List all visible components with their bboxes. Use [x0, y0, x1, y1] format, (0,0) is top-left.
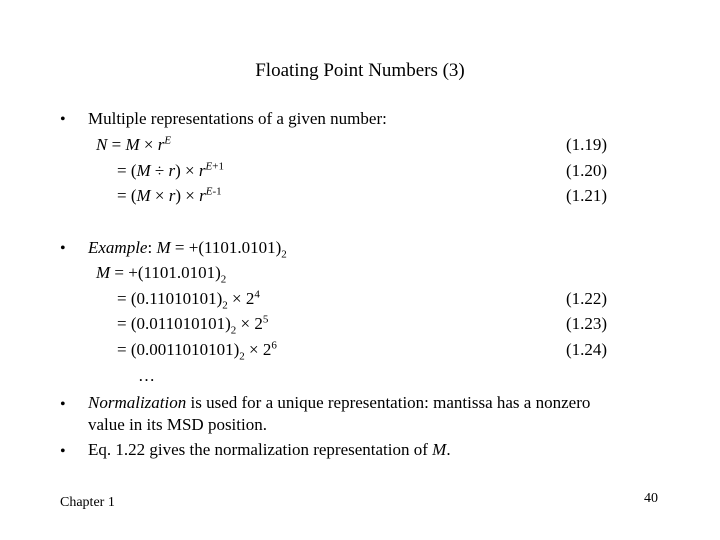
equation-1-23: = $(0.011010101)_2 \times 2^5$ — [117, 313, 269, 337]
equation-number: (1.20) — [566, 161, 608, 180]
bullet-icon: • — [60, 111, 66, 128]
bullet-4-variable: M — [432, 440, 447, 459]
bullet-3-text — [88, 393, 590, 413]
example-label: Example — [88, 238, 148, 257]
equation-number: (1.22) — [566, 289, 608, 308]
bullet-4-suffix: . — [446, 440, 451, 459]
bullet-2-text: Example: $M = +(1101.0101)_2$ — [88, 238, 287, 261]
normalization-label: Normalization — [88, 393, 187, 412]
bullet-4-prefix: Eq. 1.22 gives the normalization representation of — [88, 440, 433, 459]
equation-number: (1.23) — [566, 314, 608, 333]
bullet-3-rest: is used for a unique representation: mantissa has a nonzero — [186, 393, 591, 412]
page-title: Floating Point Numbers (3) — [255, 60, 465, 81]
page-number: 40 — [644, 491, 658, 506]
equation-number: (1.19) — [566, 135, 608, 154]
equation-number: (1.21) — [566, 186, 608, 205]
equation-1-19: $N = M \times r^E$ — [96, 134, 172, 154]
chapter-label: Chapter 1 — [60, 495, 115, 510]
bullet-icon: • — [60, 240, 66, 257]
equation-1-20: = $(M \div r) \times r^{E+1}$ — [117, 160, 224, 180]
bullet-4-text — [88, 440, 451, 460]
bullet-icon: • — [60, 396, 66, 413]
equation-1-24: = $(0.0011010101)_2 \times 2^6$ — [117, 339, 277, 363]
bullet-icon: • — [60, 443, 66, 460]
bullet-1-text: Multiple representations of a given number: — [88, 109, 387, 128]
equation-1-22: = $(0.11010101)_2 \times 2^4$ — [117, 288, 260, 312]
bullet-3-continuation: value in its MSD position. — [88, 415, 267, 434]
example-value: $M = +(1101.0101)_2$ — [96, 263, 227, 286]
ellipsis: … — [138, 366, 155, 385]
equation-1-21: = $(M \times r) \times r^{E-1}$ — [117, 185, 222, 205]
equation-number: (1.24) — [566, 340, 608, 359]
